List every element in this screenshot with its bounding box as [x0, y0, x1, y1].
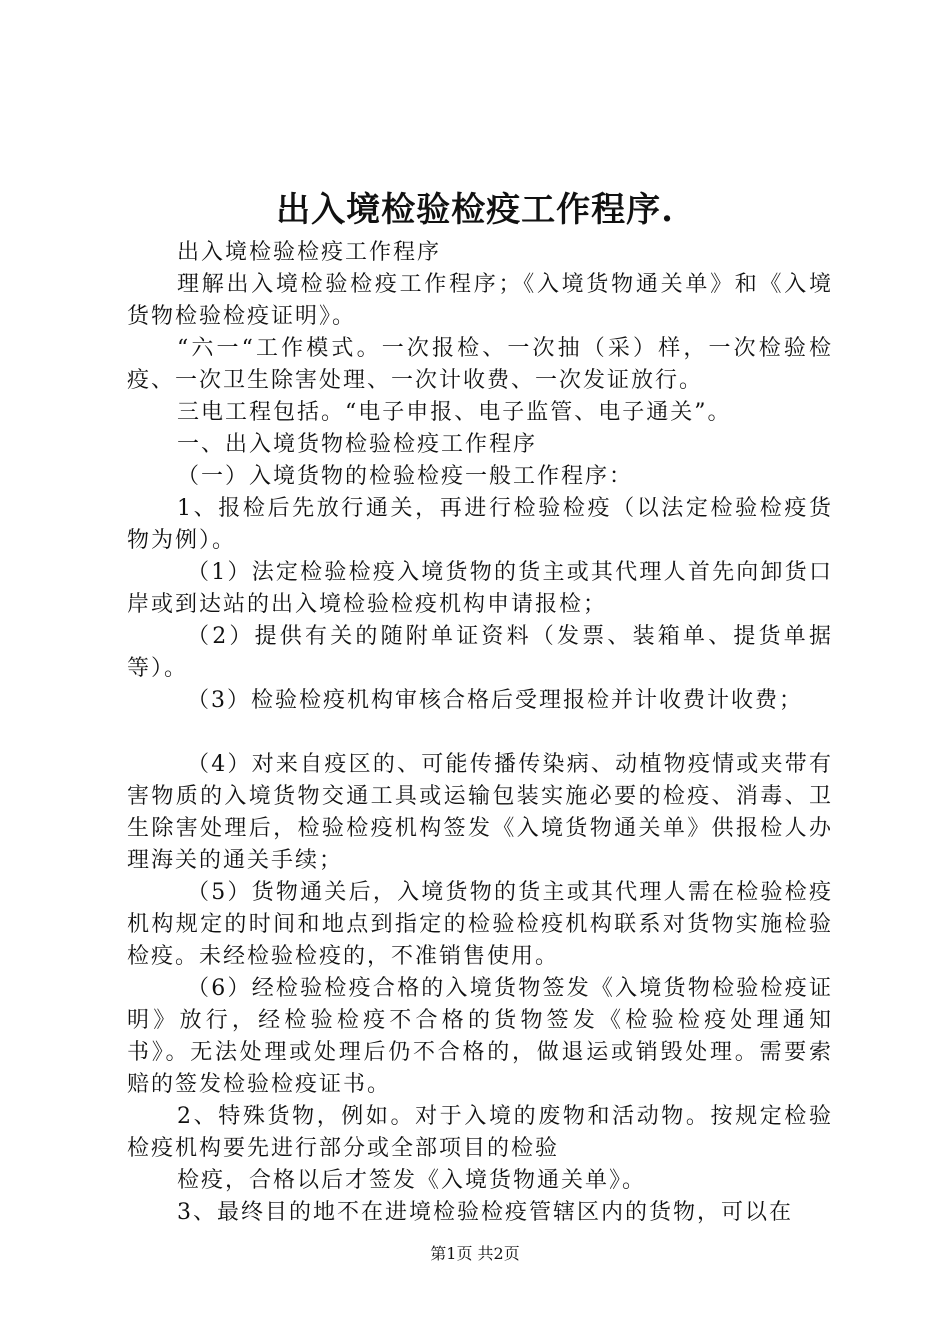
- paragraph-e-project: 三电工程包括。“电子申报、电子监管、电子通关”。: [177, 400, 732, 425]
- paragraph-step-3: （3）检验检疫机构审核合格后受理报检并计收费计收费；: [187, 688, 803, 713]
- paragraph-item-1: 1、报检后先放行通关，再进行检验检疫（以法定检验检疫货物为例）。: [127, 496, 833, 553]
- paragraph-step-1: （1）法定检验检疫入境货物的货主或其代理人首先向卸货口岸或到达站的出入境检验检疫机构申请报检；: [127, 560, 833, 617]
- blank-line: [127, 717, 833, 749]
- page-number: 第1页 共2页: [430, 1244, 520, 1263]
- paragraph-step-6: （6）经检验检疫合格的入境货物签发《入境货物检验检疫证明》放行，经检验检疫不合格的货物签发《检验检疫处理通知书》。无法处理或处理后仍不合格的，做退运或销毁处理。需要索赔的签发检验检疫证书。: [127, 976, 833, 1097]
- paragraph-work-mode: “六一“工作模式。一次报检、一次抽（采）样，一次检验检疫、一次卫生除害处理、一次计收费、一次发证放行。: [127, 336, 833, 393]
- paragraph-item-3: 3、最终目的地不在进境检验检疫管辖区内的货物，可以在: [177, 1200, 793, 1225]
- paragraph-item-2: 2、特殊货物，例如。对于入境的废物和活动物。按规定检验检疫机构要先进行部分或全部项目的检验: [127, 1104, 833, 1161]
- paragraph-subtitle: 出入境检验检疫工作程序: [177, 240, 442, 265]
- paragraph-step-5: （5）货物通关后，入境货物的货主或其代理人需在检验检疫机构规定的时间和地点到指定的检验检疫机构联系对货物实施检验检疫。未经检验检疫的，不准销售使用。: [127, 880, 833, 969]
- heading-section-1: 一、出入境货物检验检疫工作程序: [177, 432, 538, 457]
- paragraph-understand: 理解出入境检验检疫工作程序；《入境货物通关单》和《入境货物检验检疫证明》。: [127, 272, 833, 329]
- document-body: [127, 237, 833, 1229]
- paragraph-step-2: （2）提供有关的随附单证资料（发票、装箱单、提货单据等）。: [127, 624, 833, 681]
- paragraph-item-2-cont: 检疫，合格以后才签发《入境货物通关单》。: [177, 1168, 647, 1193]
- document-title: 出入境检验检疫工作程序.: [276, 190, 674, 230]
- paragraph-step-4: （4）对来自疫区的、可能传播传染病、动植物疫情或夹带有害物质的入境货物交通工具或运输包装实施必要的检疫、消毒、卫生除害处理后，检验检疫机构签发《入境货物通关单》供报检人办理海关的通关手续；: [127, 752, 833, 873]
- heading-subsection-1: （一）入境货物的检验检疫一般工作程序：: [177, 464, 634, 489]
